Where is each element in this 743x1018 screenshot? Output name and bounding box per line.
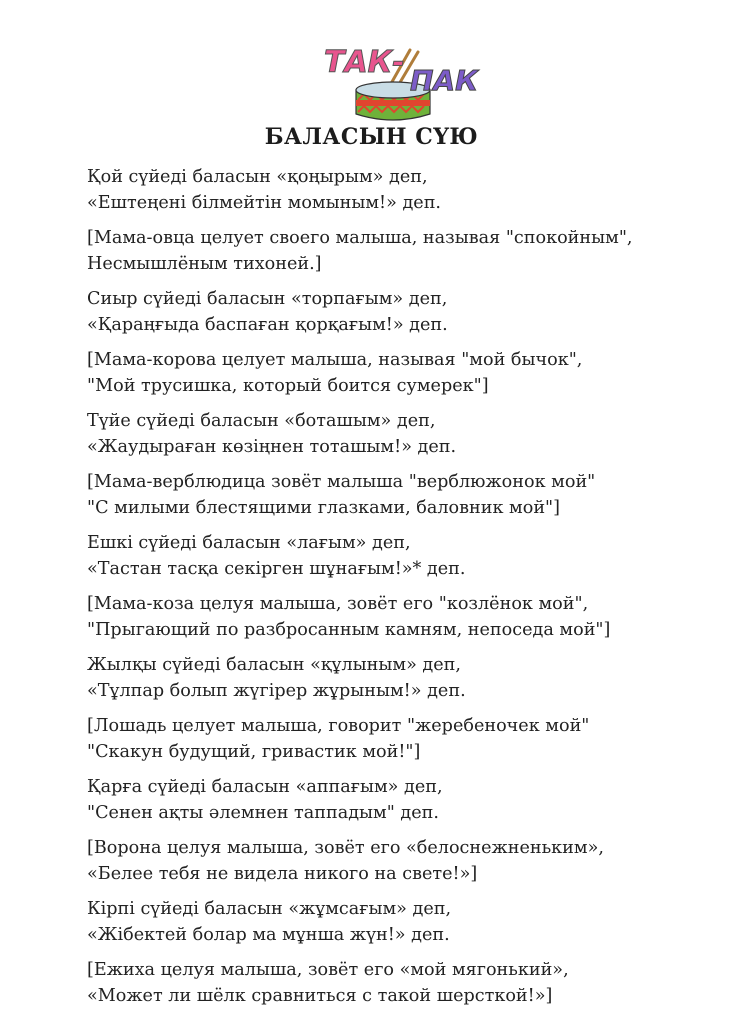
poem-body bbox=[87, 164, 737, 1018]
poem-line: Қой сүйеді баласын «қоңырым» деп, bbox=[87, 167, 428, 187]
poem-line: Сиыр сүйеді баласын «торпағым» деп, bbox=[87, 289, 448, 309]
poem-line: "Мой трусишка, который боится сумерек"] bbox=[87, 376, 489, 396]
poem-line: Ешкі сүйеді баласын «лағым» деп, bbox=[87, 533, 411, 553]
logo-text-tak: ТАК- bbox=[324, 45, 405, 80]
stanza bbox=[87, 408, 737, 460]
poem-line: Түйе сүйеді баласын «боташым» деп, bbox=[87, 411, 436, 431]
translation-stanza bbox=[87, 469, 737, 521]
logo-text-pak: ПАК bbox=[410, 64, 478, 97]
stanza bbox=[87, 774, 737, 826]
poem-line: [Лошадь целует малыша, говорит "жеребеночек мой" bbox=[87, 716, 590, 736]
tak-pak-logo bbox=[318, 30, 488, 126]
translation-stanza bbox=[87, 225, 737, 277]
poem-line: «Тұлпар болып жүгірер жұрыным!» деп. bbox=[87, 681, 466, 701]
poem-line: "Скакун будущий, гривастик мой!"] bbox=[87, 742, 421, 762]
poem-line: «Жаудыраған көзіңнен тоташым!» деп. bbox=[87, 437, 457, 457]
poem-line: Жылқы сүйеді баласын «құлыным» деп, bbox=[87, 655, 461, 675]
translation-stanza bbox=[87, 347, 737, 399]
poem-line: «Тастан тасқа секірген шұнағым!»* деп. bbox=[87, 559, 466, 579]
stanza bbox=[87, 530, 737, 582]
poem-line: «Может ли шёлк сравниться с такой шерсткой!»] bbox=[87, 986, 553, 1006]
stanza bbox=[87, 652, 737, 704]
poem-line: Несмышлёным тихоней.] bbox=[87, 254, 322, 274]
poem-line: «Ештеңені білмейтін момыным!» деп. bbox=[87, 193, 442, 213]
poem-line: [Мама-коза целуя малыша, зовёт его "козлёнок мой", bbox=[87, 594, 589, 614]
stanza bbox=[87, 896, 737, 948]
page-title: БАЛАСЫН СҮЮ bbox=[264, 124, 479, 150]
poem-line: «Жібектей болар ма мұнша жүн!» деп. bbox=[87, 925, 450, 945]
translation-stanza bbox=[87, 835, 737, 887]
poem-line: [Мама-корова целует малыша, называя "мой бычок", bbox=[87, 350, 583, 370]
poem-line: «Қараңғыда баспаған қорқағым!» деп. bbox=[87, 315, 448, 335]
stanza bbox=[87, 164, 737, 216]
poem-line: "С милыми блестящими глазками, баловник мой"] bbox=[87, 498, 561, 518]
poem-line: [Мама-овца целует своего малыша, называя "спокойным", bbox=[87, 228, 633, 248]
poem-line: Кірпі сүйеді баласын «жұмсағым» деп, bbox=[87, 899, 452, 919]
poem-line: «Белее тебя не видела никого на свете!»] bbox=[87, 864, 478, 884]
drum-logo-graphic bbox=[318, 30, 488, 126]
translation-stanza bbox=[87, 957, 737, 1009]
translation-stanza bbox=[87, 713, 737, 765]
poem-line: [Мама-верблюдица зовёт малыша "верблюжонок мой" bbox=[87, 472, 596, 492]
poem-line: [Ежиха целуя малыша, зовёт его «мой мягонький», bbox=[87, 960, 569, 980]
translation-stanza bbox=[87, 591, 737, 643]
poem-line: [Ворона целуя малыша, зовёт его «белоснежненьким», bbox=[87, 838, 604, 858]
poem-line: Қарға сүйеді баласын «аппағым» деп, bbox=[87, 777, 443, 797]
poem-line: "Сенен ақты әлемнен таппадым" деп. bbox=[87, 803, 439, 823]
stanza bbox=[87, 286, 737, 338]
poem-line: "Прыгающий по разбросанным камням, непоседа мой"] bbox=[87, 620, 611, 640]
